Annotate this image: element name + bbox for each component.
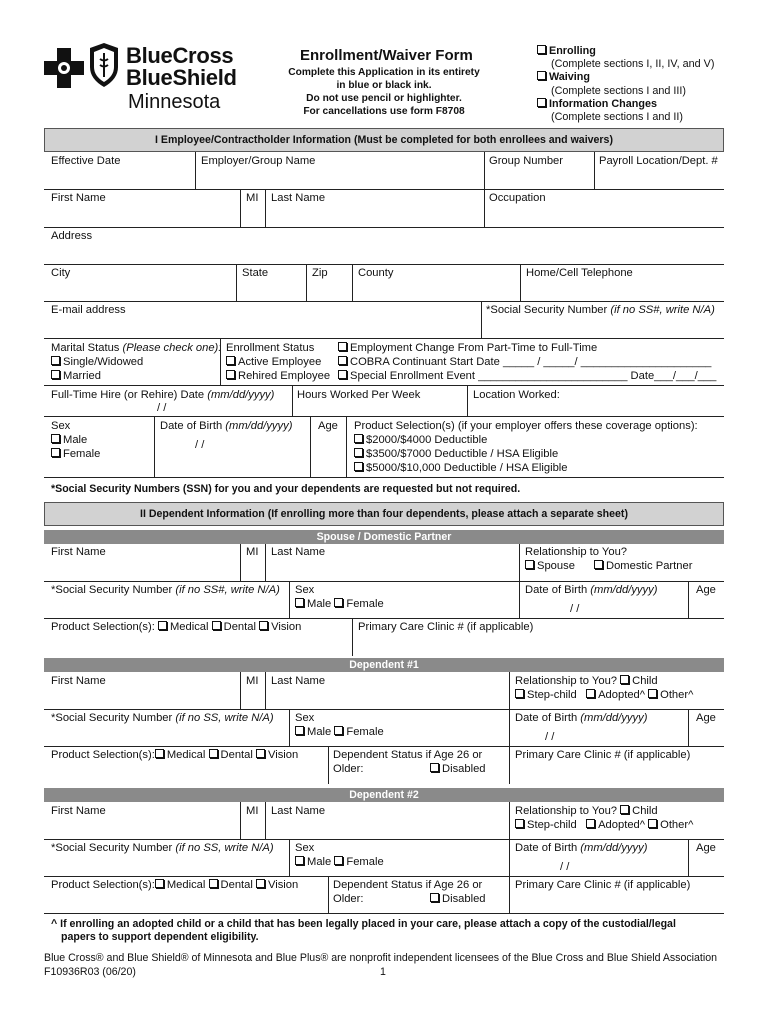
form-instructions <box>270 66 498 118</box>
enrollment-status-label: Enrollment Status <box>226 342 315 354</box>
checkbox-icon[interactable] <box>537 98 546 107</box>
single-option[interactable]: Single/Widowed <box>51 356 143 369</box>
last-name-label: Last Name <box>271 192 326 204</box>
spouse-sex-options[interactable]: Male Female <box>295 598 384 611</box>
spouse-dob-slashes: / / <box>570 603 580 615</box>
phone-label: Home/Cell Telephone <box>526 267 633 279</box>
checkbox-icon[interactable] <box>295 726 304 735</box>
form-title: Enrollment/Waiver Form <box>300 47 473 64</box>
adoption-note-line2: papers to support dependent eligibility. <box>61 931 259 943</box>
spouse-option[interactable]: Spouse <box>525 560 575 573</box>
checkbox-icon[interactable] <box>354 448 363 457</box>
cobra-option[interactable]: COBRA Continuant Start Date _____ / _____/ _____________________ <box>338 356 711 369</box>
checkbox-icon[interactable] <box>620 675 629 684</box>
dep2-ssn-label: *Social Security Number (if no SS, write N/A) <box>51 842 274 854</box>
adoption-note-line1: ^ If enrolling an adopted child or a child that has been legally placed in your care, please attach a copy of the custodial/legal <box>51 918 676 930</box>
rehired-employee-option[interactable]: Rehired Employee <box>226 370 330 383</box>
checkbox-icon[interactable] <box>209 749 218 758</box>
checkbox-icon[interactable] <box>586 819 595 828</box>
footer-form-id: F10936R03 (06/20) <box>44 966 136 978</box>
dep1-sex-options[interactable]: Male Female <box>295 726 384 739</box>
checkbox-icon[interactable] <box>155 749 164 758</box>
waiving-note: (Complete sections I and III) <box>551 84 687 97</box>
logo <box>44 40 244 120</box>
dep1-dob-slashes: / / <box>545 731 555 743</box>
enrolling-note: (Complete sections I, II, IV, and V) <box>551 58 715 71</box>
dep2-clinic-label: Primary Care Clinic # (if applicable) <box>515 879 691 891</box>
checkbox-icon[interactable] <box>51 370 60 379</box>
product-label: Product Selection(s) (if your employer offers these coverage options): <box>354 420 698 432</box>
hire-date-label: Full-Time Hire (or Rehire) Date (mm/dd/yyyy) <box>51 389 275 401</box>
checkbox-icon[interactable] <box>51 356 60 365</box>
special-enrollment-option[interactable]: Special Enrollment Event ________________________ Date___/___/___ <box>338 370 716 383</box>
spouse-age-label: Age <box>696 584 716 596</box>
checkbox-icon[interactable] <box>226 356 235 365</box>
checkbox-icon[interactable] <box>158 621 167 630</box>
info-changes-option[interactable]: Information Changes <box>537 98 714 111</box>
checkbox-icon[interactable] <box>515 689 524 698</box>
dependent-2-bar: Dependent #2 <box>44 788 724 802</box>
blue-shield-logo-icon <box>88 43 120 87</box>
info-changes-note: (Complete sections I and II) <box>551 111 684 124</box>
dep1-older-label: Older: <box>333 763 364 775</box>
product-option-3[interactable]: $5000/$10,000 Deductible / HSA Eligible <box>354 462 568 475</box>
age-label: Age <box>318 420 338 432</box>
dep1-clinic-label: Primary Care Clinic # (if applicable) <box>515 749 691 761</box>
spouse-bar: Spouse / Domestic Partner <box>44 530 724 544</box>
group-number-label: Group Number <box>489 155 563 167</box>
dep2-sex-options[interactable]: Male Female <box>295 856 384 869</box>
zip-label: Zip <box>312 267 328 279</box>
checkbox-icon[interactable] <box>354 434 363 443</box>
checkbox-icon[interactable] <box>212 621 221 630</box>
checkbox-icon[interactable] <box>334 856 343 865</box>
dep1-ssn-label: *Social Security Number (if no SS, write N/A) <box>51 712 274 724</box>
footer-page-number: 1 <box>380 966 386 978</box>
checkbox-icon[interactable] <box>334 598 343 607</box>
effective-date-label: Effective Date <box>51 155 121 167</box>
checkbox-icon[interactable] <box>648 689 657 698</box>
brand-line1: BlueCross <box>126 43 234 68</box>
checkbox-icon[interactable] <box>586 689 595 698</box>
checkbox-icon[interactable] <box>338 356 347 365</box>
spouse-mi-label: MI <box>246 546 259 558</box>
marital-label: Marital Status (Please check one): <box>51 342 222 354</box>
employment-change-option[interactable]: Employment Change From Part-Time to Full-Time <box>338 342 597 355</box>
state-label: State <box>242 267 269 279</box>
brand-line2: BlueShield <box>126 65 237 90</box>
married-option[interactable]: Married <box>51 370 101 383</box>
checkbox-icon[interactable] <box>620 805 629 814</box>
checkbox-icon[interactable] <box>209 879 218 888</box>
first-name-label: First Name <box>51 192 106 204</box>
product-option-2[interactable]: $3500/$7000 Deductible / HSA Eligible <box>354 448 558 461</box>
dep1-first-name-label: First Name <box>51 675 106 687</box>
checkbox-icon[interactable] <box>295 598 304 607</box>
mi-label: MI <box>246 192 259 204</box>
dep1-dob-label: Date of Birth (mm/dd/yyyy) <box>515 712 648 724</box>
checkbox-icon[interactable] <box>430 893 439 902</box>
dep2-sex-label: Sex <box>295 842 315 854</box>
spouse-relationship-label: Relationship to You? <box>525 546 628 558</box>
dep1-sex-label: Sex <box>295 712 315 724</box>
dep1-mi-label: MI <box>246 675 259 687</box>
checkbox-icon[interactable] <box>256 749 265 758</box>
checkbox-icon[interactable] <box>338 370 347 379</box>
sex-label: Sex <box>51 420 71 432</box>
dep2-dob-label: Date of Birth (mm/dd/yyyy) <box>515 842 648 854</box>
section-2-header: II Dependent Information (If enrolling more than four dependents, please attach a separate sheet) <box>44 502 724 526</box>
domestic-partner-option[interactable]: Domestic Partner <box>594 560 692 573</box>
purpose-options <box>537 45 714 124</box>
address-label: Address <box>51 230 93 242</box>
dep1-relationship-options[interactable]: Step-child Adopted^ Other^ <box>515 689 693 702</box>
hours-label: Hours Worked Per Week <box>297 389 421 401</box>
male-option[interactable]: Male <box>51 434 87 447</box>
checkbox-icon[interactable] <box>226 370 235 379</box>
checkbox-icon[interactable] <box>334 726 343 735</box>
dep1-disabled-option[interactable]: Disabled <box>430 763 486 776</box>
checkbox-icon[interactable] <box>515 819 524 828</box>
spouse-first-name-label: First Name <box>51 546 106 558</box>
active-employee-option[interactable]: Active Employee <box>226 356 321 369</box>
dep2-first-name-label: First Name <box>51 805 106 817</box>
dep1-product-selection[interactable]: Product Selection(s): Medical Dental Vision <box>51 749 299 761</box>
checkbox-icon[interactable] <box>537 71 546 80</box>
instruction-line: Complete this Application in its entirety <box>288 67 480 78</box>
checkbox-icon[interactable] <box>155 879 164 888</box>
product-option-1[interactable]: $2000/$4000 Deductible <box>354 434 487 447</box>
hire-date-slashes: / / <box>157 402 167 414</box>
city-label: City <box>51 267 71 279</box>
spouse-ssn-label: *Social Security Number (if no SS#, write N/A) <box>51 584 280 596</box>
checkbox-icon[interactable] <box>430 763 439 772</box>
checkbox-icon[interactable] <box>537 45 546 54</box>
brand-state: Minnesota <box>128 91 221 113</box>
footer-legal: Blue Cross® and Blue Shield® of Minnesota and Blue Plus® are nonprofit independent licensees of the Blue Cross and Blue Shield Association <box>44 952 717 964</box>
dep1-last-name-label: Last Name <box>271 675 326 687</box>
female-option[interactable]: Female <box>51 448 100 461</box>
checkbox-icon[interactable] <box>295 856 304 865</box>
instruction-line: in blue or black ink. <box>336 80 432 91</box>
checkbox-icon[interactable] <box>648 819 657 828</box>
checkbox-icon[interactable] <box>259 621 268 630</box>
spouse-dob-label: Date of Birth (mm/dd/yyyy) <box>525 584 658 596</box>
checkbox-icon[interactable] <box>594 560 603 569</box>
spouse-last-name-label: Last Name <box>271 546 326 558</box>
dob-slashes: / / <box>195 439 205 451</box>
section-1-header: I Employee/Contractholder Information (Must be completed for both enrollees and waivers) <box>44 128 724 152</box>
dep2-dob-slashes: / / <box>560 861 570 873</box>
instruction-line: For cancellations use form F8708 <box>303 106 465 117</box>
checkbox-icon[interactable] <box>51 448 60 457</box>
checkbox-icon[interactable] <box>525 560 534 569</box>
dep2-older-label: Older: <box>333 893 364 905</box>
dep2-product-selection[interactable]: Product Selection(s): Medical Dental Vision <box>51 879 299 891</box>
dep2-age-label: Age <box>696 842 716 854</box>
dep2-last-name-label: Last Name <box>271 805 326 817</box>
checkbox-icon[interactable] <box>256 879 265 888</box>
dep2-mi-label: MI <box>246 805 259 817</box>
ssn-footnote: *Social Security Numbers (SSN) for you and your dependents are requested but not required. <box>51 483 521 495</box>
checkbox-icon[interactable] <box>338 342 347 351</box>
dep2-relationship[interactable]: Relationship to You? Child <box>515 805 658 817</box>
county-label: County <box>358 267 394 279</box>
spouse-product-selection[interactable]: Product Selection(s): Medical Dental Vision <box>51 621 302 633</box>
spouse-sex-label: Sex <box>295 584 315 596</box>
waiving-option[interactable]: Waiving <box>537 71 714 84</box>
employer-label: Employer/Group Name <box>201 155 316 167</box>
occupation-label: Occupation <box>489 192 546 204</box>
checkbox-icon[interactable] <box>354 462 363 471</box>
dep1-status-label: Dependent Status if Age 26 or <box>333 749 483 761</box>
dependent-1-bar: Dependent #1 <box>44 658 724 672</box>
ssn-label: *Social Security Number (if no SS#, write N/A) <box>486 304 715 316</box>
dob-label: Date of Birth (mm/dd/yyyy) <box>160 420 293 432</box>
dep2-status-label: Dependent Status if Age 26 or <box>333 879 483 891</box>
payroll-label: Payroll Location/Dept. # <box>599 155 718 167</box>
dep2-disabled-option[interactable]: Disabled <box>430 893 486 906</box>
instruction-line: Do not use pencil or highlighter. <box>306 93 462 104</box>
email-label: E-mail address <box>51 304 126 316</box>
dep1-age-label: Age <box>696 712 716 724</box>
checkbox-icon[interactable] <box>51 434 60 443</box>
dep2-relationship-options[interactable]: Step-child Adopted^ Other^ <box>515 819 693 832</box>
blue-cross-logo-icon <box>44 48 84 88</box>
enrolling-option[interactable]: Enrolling <box>537 45 714 58</box>
location-label: Location Worked: <box>473 389 560 401</box>
dep1-relationship[interactable]: Relationship to You? Child <box>515 675 658 687</box>
spouse-clinic-label: Primary Care Clinic # (if applicable) <box>358 621 534 633</box>
